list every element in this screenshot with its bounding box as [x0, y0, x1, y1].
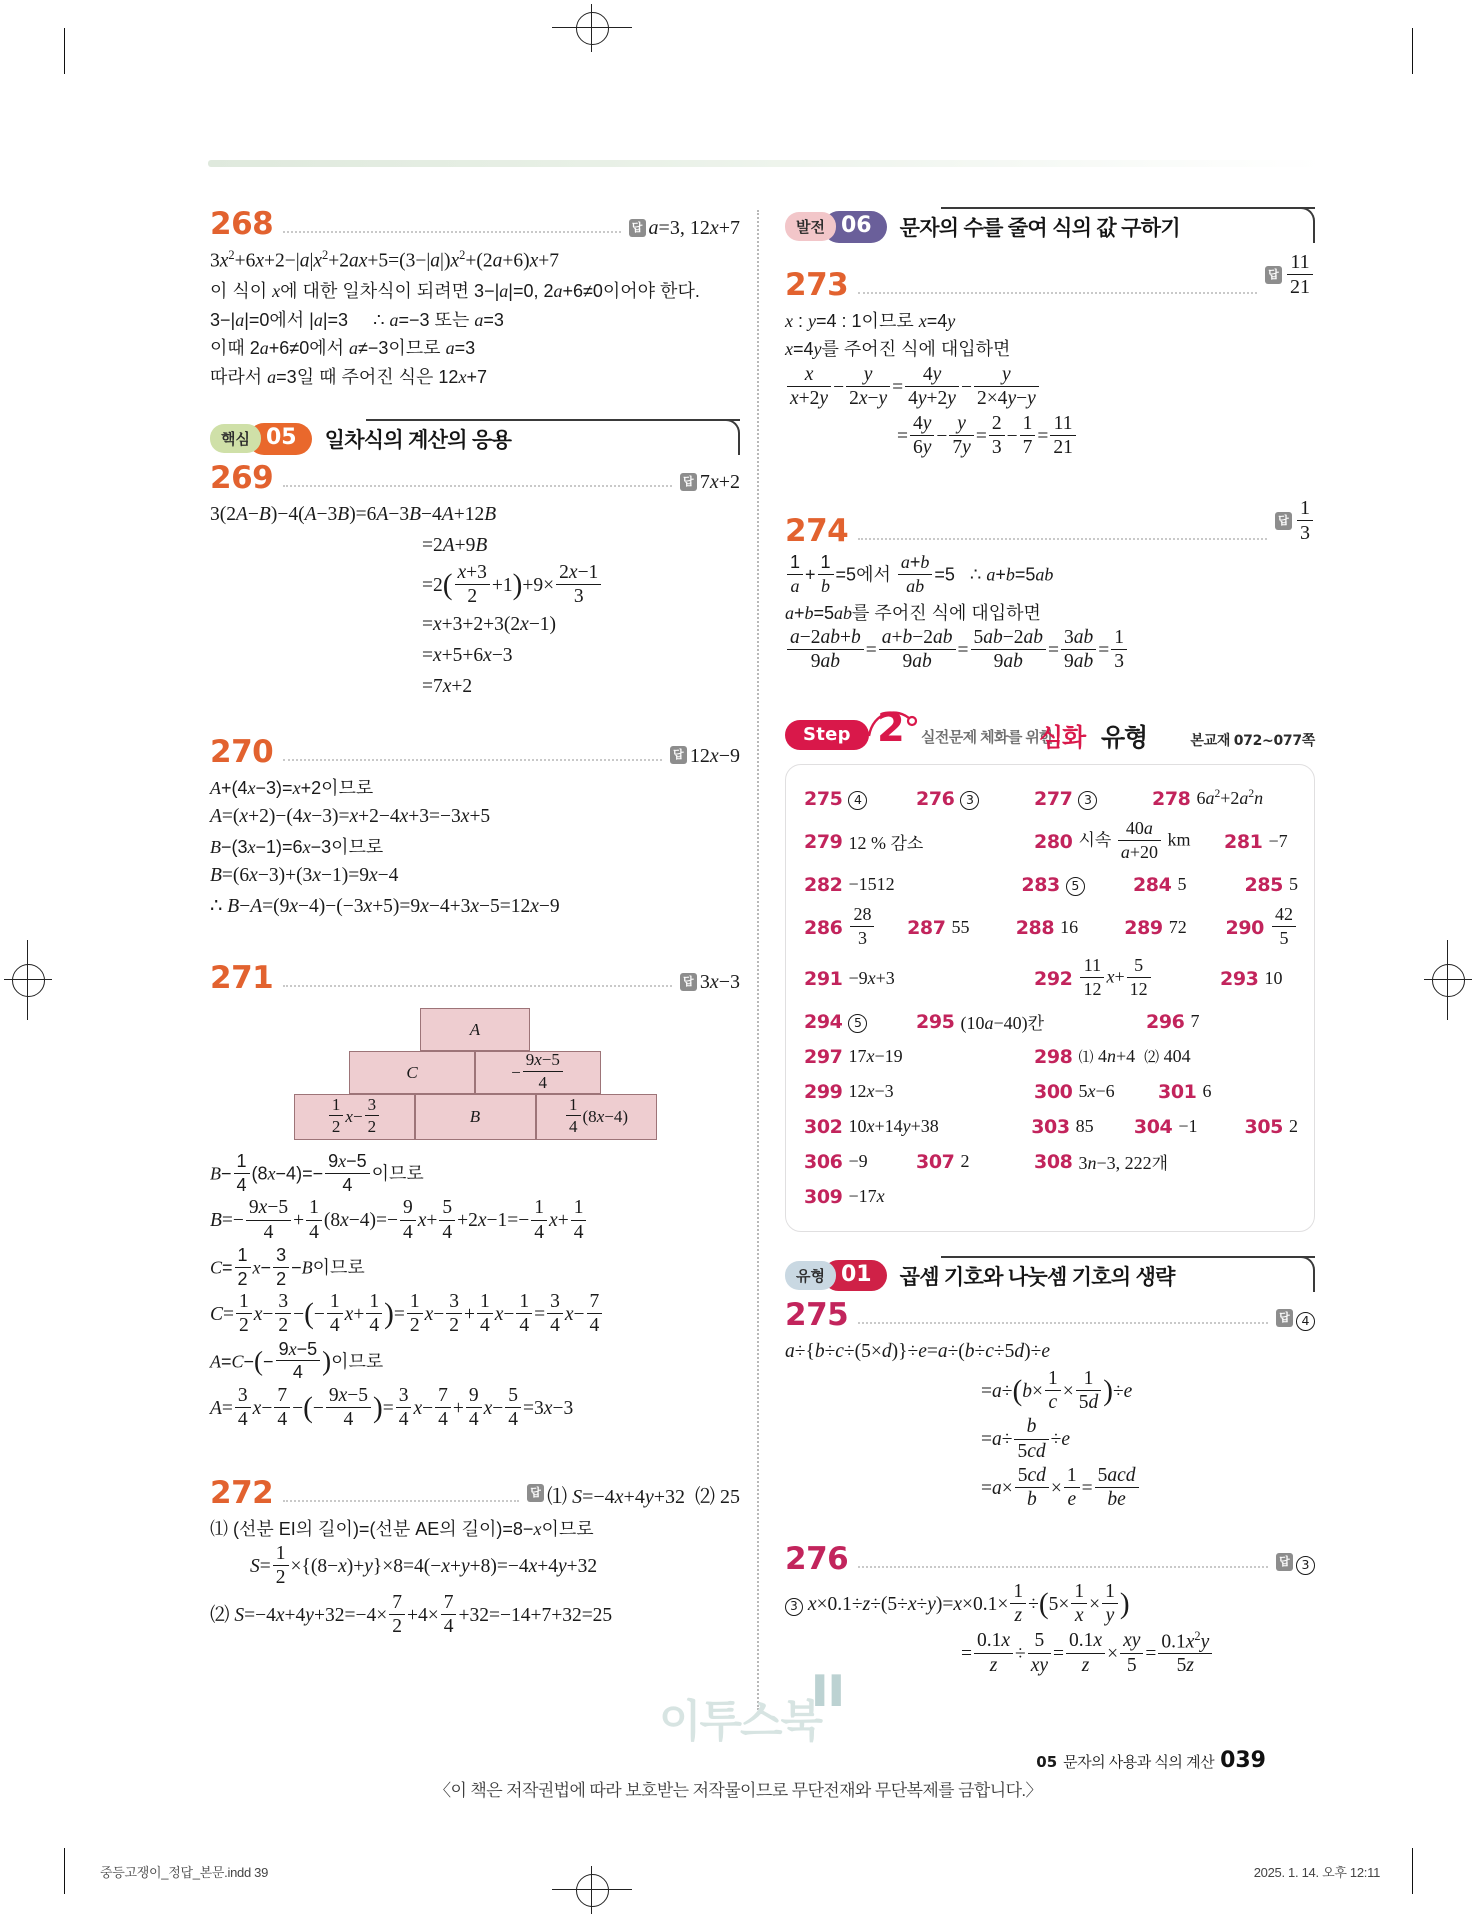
section-title: 문자의 수를 줄여 식의 값 구하기	[899, 216, 1180, 240]
answer-val: 5	[1288, 874, 1298, 895]
problem-header-276	[785, 1540, 1315, 1577]
solution-line: C= $\frac{1}{2}$ x− $\frac{3}{2}$ −(− $\frac{1}{4}$ x+ $\frac{1}{4}$ )= $\frac{1}{2}$ x− $\frac{3}{2}$ + $\frac{1}{4}$ x− $\frac{1}{4}$ = $\frac{3}{4}$ x− $\frac{7}{4}$	[210, 1291, 740, 1340]
answer-icon: 답	[1275, 512, 1292, 530]
answer-val: −9	[848, 1151, 868, 1172]
solution-line: 3−|a|=0에서 |a|=3 ∴ a=−3 또는 a=3	[210, 309, 504, 330]
answer-entry-286	[804, 905, 907, 950]
step-label: Step	[785, 720, 869, 750]
section-number: 06	[823, 211, 887, 243]
figure-row-middle	[349, 1051, 601, 1094]
answer-val: $\frac{42}{5}$	[1270, 905, 1298, 950]
answer-id: 301	[1158, 1080, 1197, 1103]
solution-line: 3(2A−B)−4(A−3B)=6A−3B−4A+12B	[210, 504, 497, 526]
answer-id: 279	[804, 830, 843, 853]
answer-row	[804, 1112, 1298, 1142]
registration-mark-top	[552, 4, 632, 52]
answer-val: 17x−19	[848, 1046, 903, 1067]
answer-entry-284	[1133, 874, 1245, 896]
answer-id: 300	[1034, 1080, 1073, 1103]
answer-id: 281	[1224, 830, 1263, 853]
answer-id: 306	[804, 1150, 843, 1173]
answer-val: 12x−3	[848, 1081, 894, 1102]
problem-number: 276	[785, 1540, 849, 1577]
solution-271	[210, 960, 740, 1434]
answer-val: 시속 $\frac{40a}{a+20}$ km	[1078, 818, 1191, 862]
answer-entry-303	[1031, 1116, 1134, 1138]
solution-line: B=− $\frac{9x-5}{4}$ + $\frac{1}{4}$ (8x−4)=− $\frac{9}{4}$ x+ $\frac{5}{4}$ +2x−1=− $\frac{1}{4}$ x+ $\frac{1}{4}$	[210, 1197, 740, 1246]
answer-entry-302	[804, 1116, 1031, 1138]
answer-chip	[527, 1480, 740, 1509]
answer-row	[804, 819, 1298, 865]
answer-entry-294	[804, 1011, 916, 1033]
solution-line: C= $\frac{1}{2}$ x− $\frac{3}{2}$ −B이므로	[210, 1244, 365, 1289]
solution-line: = $\frac{0.1x}{z}$ ÷ $\frac{5}{xy}$ = $\frac{0.1x}{z}$ × $\frac{xy}{5}$ = $\frac{0.1x^2y}{5z}$	[785, 1630, 1315, 1680]
answer-chip	[1276, 1552, 1315, 1575]
answer-value: ⑴ S=−4x+4y+32 ⑵ 25	[547, 1485, 740, 1508]
problem-header-271	[210, 960, 740, 997]
answer-id: 278	[1152, 787, 1191, 810]
solution-line: ⑵ S=−4x+4y+32=−4× $\frac{7}{2}$ +4× $\frac{7}{4}$ +32=−14+7+32=25	[210, 1591, 613, 1638]
problem-number: 275	[785, 1296, 849, 1333]
solution-line: =a÷ $\frac{b}{5cd}$ ÷e	[981, 1416, 1070, 1462]
textbook-reference	[1190, 730, 1315, 750]
solution-body-272	[210, 1515, 740, 1641]
solution-line: B− $\frac{1}{4}$ (8x−4)=− $\frac{9x-5}{4}$ 이므로	[210, 1151, 424, 1195]
answer-val: 72	[1168, 917, 1187, 938]
section-tag: 핵심	[210, 424, 261, 453]
answer-id: 288	[1015, 916, 1055, 939]
answer-val: −1512	[848, 874, 895, 895]
answer-entry-282	[804, 874, 1021, 896]
figure-cell-C: C	[349, 1051, 475, 1094]
answer-entry-291	[804, 968, 1034, 990]
problem-number: 268	[210, 206, 274, 242]
solution-line: $\frac{1}{a}$ + $\frac{1}{b}$ =5에서 $\frac{a+b}{ab}$ =5 ∴ a+b=5ab	[785, 553, 1315, 598]
solution-line: A=C−(− $\frac{9x-5}{4}$ )이므로	[210, 1338, 384, 1383]
answer-val: $\frac{28}{3}$	[848, 905, 876, 950]
answer-entry-289	[1124, 917, 1225, 939]
solution-line: =x+5+6x−3	[422, 645, 513, 667]
answer-chip	[670, 745, 740, 768]
answer-val: −1	[1178, 1116, 1198, 1137]
solution-line: = $\frac{4y}{6y}$ − $\frac{y}{7y}$ = $\frac{2}{3}$ − $\frac{1}{7}$ = $\frac{11}{21}$	[785, 413, 1315, 462]
answer-val: 3	[1078, 788, 1097, 810]
answer-id: 294	[804, 1010, 843, 1033]
answer-entry-281	[1224, 831, 1288, 853]
answer-id: 304	[1133, 1115, 1173, 1138]
answer-entry-300	[1034, 1081, 1158, 1103]
solution-line: A+(4x−3)=x+2이므로	[210, 777, 374, 798]
solution-line: $\frac{a-2ab+b}{9ab}$ = $\frac{a+b-2ab}{9ab}$ = $\frac{5ab-2ab}{9ab}$ = $\frac{3ab}{9ab}$ = $\frac{1}{3}$	[785, 627, 1315, 676]
answer-value: 12x−9	[689, 744, 740, 767]
solution-line: a+b=5ab를 주어진 식에 대입하면	[785, 602, 1041, 623]
pyramid-figure-271	[210, 1008, 740, 1140]
figure-cell-expr3: 1 4 (8 x −4)	[536, 1094, 657, 1140]
chapter-title: 문자의 사용과 식의 계산	[1063, 1754, 1215, 1771]
answer-entry-280	[1034, 819, 1224, 864]
solution-line: =7x+2	[422, 676, 473, 697]
answer-row	[804, 1147, 1298, 1177]
section-number: 01	[823, 1260, 887, 1292]
answer-row	[804, 956, 1298, 1002]
step-subtitle: 실전문제 체화를 위한	[921, 728, 1054, 746]
copyright-notice: 〈이 책은 저작권법에 따라 보호받는 저작물이므로 무단전재와 무단복제를 금합니다.〉	[434, 1781, 1042, 1800]
answer-val: $\frac{11}{12}$ x+ $\frac{5}{12}$	[1078, 956, 1152, 1001]
page-top-rule	[208, 160, 1323, 167]
answer-chip	[1275, 497, 1315, 547]
crop-mark-bottom-right	[1412, 1848, 1413, 1894]
answer-entry-276	[916, 788, 1034, 810]
solution-line: S= $\frac{1}{2}$ ×{(8−x)+y}×8=4(−x+y+8)=−4x+4y+32	[250, 1543, 598, 1589]
solution-line: =x+3+2+3(2x−1)	[422, 614, 557, 636]
solution-line: $\frac{x}{x+2y}$ − $\frac{y}{2x-y}$ = $\frac{4y}{4y+2y}$ − $\frac{y}{2\times 4y-y}$	[785, 364, 1315, 413]
answer-val: 16	[1060, 917, 1079, 938]
figure-cell-expr2: 1 2 x − 3 2	[294, 1094, 415, 1140]
answer-value: 4	[1296, 1308, 1315, 1331]
solution-line: =2( $\frac{x+3}{2}$ +1)+9× $\frac{2x-1}{3}$	[210, 562, 740, 611]
answer-id: 308	[1034, 1150, 1073, 1173]
answer-val: 2	[1289, 1116, 1298, 1137]
answer-entry-298	[1034, 1046, 1191, 1068]
problem-header-270	[210, 733, 740, 770]
section-number: 05	[248, 423, 312, 455]
solution-line: x : y=4 : 1이므로 x=4y	[785, 311, 956, 331]
solution-line: 이 식이 x에 대한 일차식이 되려면 3−|a|=0, 2a+6≠0이어야 한다.	[210, 281, 700, 302]
section-badge	[210, 423, 511, 455]
answer-id: 302	[804, 1115, 843, 1138]
problem-number: 270	[210, 733, 274, 770]
solution-274	[785, 497, 1315, 675]
answer-icon: 답	[1276, 1309, 1293, 1327]
answer-val: 5	[848, 1011, 867, 1033]
answer-row	[804, 1077, 1298, 1107]
leader-dots	[858, 291, 1257, 294]
answer-value: a=3, 12x+7	[648, 217, 740, 239]
answer-val: 5x−6	[1078, 1081, 1115, 1102]
solution-line: =a× $\frac{5cd}{b}$ × $\frac{1}{e}$ = 5acd be	[785, 1465, 1315, 1514]
answer-id: 305	[1244, 1115, 1283, 1138]
answer-entry-292	[1034, 956, 1220, 1001]
leader-dots	[283, 984, 672, 987]
solution-line: A= $\frac{3}{4}$ x− $\frac{7}{4}$ −(− $\frac{9x-5}{4}$ )= $\frac{3}{4}$ x− $\frac{7}{4}$ + $\frac{9}{4}$ x− $\frac{5}{4}$ =3x−3	[210, 1384, 574, 1431]
section-badge	[785, 1260, 1175, 1292]
answer-val: (10a−40)칸	[960, 1013, 1045, 1034]
problem-number: 271	[210, 960, 274, 997]
answer-entry-301	[1158, 1081, 1211, 1103]
reference-label: 본교재	[1190, 731, 1231, 748]
answer-val: 6	[1202, 1081, 1212, 1102]
answer-entry-278	[1152, 788, 1263, 810]
answer-entry-299	[804, 1081, 1034, 1103]
answer-value: $\frac{1}{3}$	[1295, 497, 1315, 547]
leader-dots	[858, 1321, 1268, 1324]
answer-entry-279	[804, 829, 1034, 854]
solution-line: B−(3x−1)=6x−3이므로	[210, 837, 384, 858]
answer-key-box	[785, 764, 1315, 1232]
answer-id: 276	[916, 787, 955, 810]
solution-body-276	[785, 1581, 1315, 1680]
watermark-logo	[640, 1674, 848, 1746]
watermark-bookmark-icon: ▌▌	[815, 1674, 848, 1704]
answer-entry-308	[1034, 1149, 1168, 1174]
registration-mark-bottom	[552, 1866, 632, 1914]
section-tag: 발전	[785, 212, 836, 241]
answer-row	[804, 1182, 1298, 1212]
answer-entry-277	[1034, 788, 1152, 810]
section-header-06	[785, 205, 1315, 245]
solution-line: 이때 2a+6≠0에서 a≠−3이므로 a=3	[210, 338, 476, 359]
answer-id: 303	[1031, 1115, 1070, 1138]
column-divider	[757, 210, 759, 1710]
answer-entry-275	[804, 788, 916, 810]
answer-val: $6a^2+2a^2n$	[1196, 788, 1264, 809]
solution-line: A=(x+2)−(4x−3)=x+2−4x+3=−3x+5	[210, 806, 491, 828]
answer-entry-297	[804, 1046, 1034, 1068]
section-header-05	[210, 417, 740, 457]
answer-value: 3x−3	[699, 971, 740, 994]
problem-header-268	[210, 206, 740, 242]
answer-val: 7	[1190, 1011, 1200, 1032]
leader-dots	[283, 230, 620, 233]
leader-dots	[283, 758, 662, 761]
answer-val: 2	[960, 1151, 970, 1172]
answer-id: 286	[804, 916, 843, 939]
answer-val: 4	[848, 788, 867, 810]
answer-id: 297	[804, 1045, 843, 1068]
answer-val: −7	[1268, 831, 1288, 852]
solution-line: =2A+9B	[422, 534, 488, 556]
section-badge	[785, 211, 1180, 243]
answer-icon: 답	[527, 1484, 544, 1502]
figure-row-bottom	[294, 1094, 657, 1140]
solution-line: 따라서 a=3일 때 주어진 식은 12x+7	[210, 366, 487, 387]
answer-id: 292	[1034, 967, 1073, 990]
solution-275	[785, 1296, 1315, 1514]
answer-id: 296	[1146, 1010, 1185, 1033]
registration-mark-left	[4, 940, 52, 1020]
answer-val: 10	[1264, 968, 1283, 989]
leader-dots	[283, 1499, 519, 1502]
answer-id: 280	[1034, 830, 1073, 853]
answer-id: 275	[804, 787, 843, 810]
chapter-number: 05	[1036, 1753, 1058, 1771]
problem-header-272	[210, 1474, 740, 1511]
problem-header-273	[785, 251, 1315, 301]
answer-row	[804, 1007, 1298, 1037]
page-number: 039	[1220, 1748, 1266, 1773]
answer-val: −17x	[848, 1186, 885, 1207]
answer-value: 7x+2	[699, 471, 740, 494]
answer-entry-293	[1220, 968, 1282, 990]
answer-row	[804, 905, 1298, 951]
solution-body-273	[785, 307, 1315, 461]
answer-icon: 답	[680, 473, 697, 491]
answer-entry-290	[1226, 905, 1298, 950]
crop-mark-bottom-left	[64, 1848, 65, 1894]
answer-entry-306	[804, 1151, 916, 1173]
problem-number: 269	[210, 460, 274, 497]
answer-id: 285	[1244, 873, 1283, 896]
answer-row	[804, 784, 1298, 814]
answer-icon: 답	[1276, 1553, 1293, 1571]
answer-chip	[629, 217, 740, 240]
solution-line: $3x^2+6x+2-|a|x^2+2ax+5=(3-|a|)x^2+(2a+6)x+7$	[210, 248, 559, 272]
leader-dots	[858, 537, 1267, 540]
answer-entry-305	[1245, 1116, 1298, 1138]
answer-row	[804, 870, 1298, 900]
answer-id: 282	[804, 873, 843, 896]
section-rule-corner	[1299, 1256, 1315, 1292]
problem-header-269	[210, 460, 740, 497]
solution-273	[785, 251, 1315, 461]
answer-entry-296	[1146, 1011, 1199, 1033]
solution-line: 3 x×0.1÷z÷(5÷x÷y)=x×0.1× $\frac{1}{z}$ ÷(5× $\frac{1}{x}$ × $\frac{1}{y}$ )	[785, 1581, 1315, 1630]
solution-body-271	[210, 1152, 740, 1434]
solution-body-268	[210, 246, 740, 391]
answer-val: −9x+3	[848, 968, 895, 989]
solution-270	[210, 733, 740, 923]
solution-line: x=4y를 주어진 식에 대입하면	[785, 339, 1011, 360]
answer-val: 5	[1066, 874, 1085, 896]
answer-val: 55	[951, 917, 970, 938]
answer-chip	[1265, 251, 1315, 301]
answer-icon: 답	[1265, 266, 1282, 284]
page-footer	[1036, 1748, 1266, 1773]
step-header	[785, 704, 1315, 760]
solution-276	[785, 1540, 1315, 1680]
answer-id: 284	[1132, 873, 1172, 896]
answer-val: ⑴ 4n+4 ⑵ 404	[1078, 1046, 1191, 1067]
answer-value: 3	[1296, 1552, 1315, 1575]
solution-268	[210, 206, 740, 391]
solution-269	[210, 460, 740, 703]
answer-chip	[680, 971, 740, 994]
answer-id: 283	[1021, 873, 1060, 896]
solution-body-270	[210, 774, 740, 923]
answer-value: $\frac{11}{21}$	[1285, 251, 1315, 301]
section-tag: 유형	[785, 1261, 836, 1290]
section-rule-corner	[724, 419, 740, 455]
problem-header-275	[785, 1296, 1315, 1333]
section-rule	[941, 207, 1315, 209]
answer-id: 290	[1225, 916, 1264, 939]
section-rule	[366, 419, 740, 421]
answer-icon: 답	[629, 219, 646, 237]
section-title: 일차식의 계산의 응용	[324, 428, 512, 452]
answer-id: 307	[916, 1150, 955, 1173]
answer-entry-295	[916, 1009, 1146, 1034]
answer-icon: 답	[670, 746, 687, 764]
section-title: 곱셈 기호와 나눗셈 기호의 생략	[899, 1265, 1175, 1289]
solution-line: ⑴ (선분 EI의 길이)=(선분 AE의 길이)=8−x이므로	[210, 1518, 594, 1539]
answer-entry-309	[804, 1186, 885, 1208]
answer-id: 298	[1034, 1045, 1073, 1068]
solution-272	[210, 1474, 740, 1641]
print-slug-left: 중등고쟁이_정답_본문.indd 39	[100, 1865, 269, 1880]
section-header-01	[785, 1254, 1315, 1294]
answer-entry-285	[1245, 874, 1298, 896]
solution-line: a÷{b÷c÷(5×d)}÷e=a÷(b÷c÷5d)÷e	[785, 1340, 1050, 1362]
solution-body-274	[785, 553, 1315, 675]
answer-id: 277	[1034, 787, 1073, 810]
figure-cell-A: A	[420, 1008, 530, 1051]
answer-id: 293	[1220, 967, 1259, 990]
answer-entry-288	[1016, 917, 1125, 939]
answer-id: 289	[1124, 916, 1163, 939]
step-emphasis: 심화	[1039, 723, 1085, 752]
step-number: 2	[877, 704, 905, 751]
answer-val: 12 % 감소	[848, 833, 924, 854]
reference-pages: 072~077쪽	[1233, 732, 1315, 749]
right-column	[785, 205, 1315, 1680]
answer-val: 10x+14y+38	[848, 1116, 939, 1137]
section-rule-corner	[1299, 207, 1315, 243]
problem-number: 273	[785, 267, 849, 303]
answer-id: 287	[907, 916, 946, 939]
answer-val: 85	[1075, 1116, 1094, 1137]
problem-number: 272	[210, 1474, 274, 1511]
answer-entry-283	[1021, 874, 1133, 896]
left-column	[210, 205, 740, 1641]
figure-cell-expr1: − 9x−5 4	[475, 1051, 601, 1094]
answer-chip	[1276, 1308, 1315, 1331]
step-emphasis-secondary: 유형	[1101, 723, 1147, 752]
answer-val: 5	[1177, 874, 1187, 895]
solution-line: ∴ B−A=(9x−4)−(−3x+5)=9x−4+3x−5=12x−9	[210, 896, 560, 918]
solution-line: =a÷(b× $\frac{1}{c}$ × $\frac{1}{5d}$ )÷e	[981, 1367, 1133, 1413]
figure-row-top	[420, 1008, 530, 1051]
print-slug-right: 2025. 1. 14. 오후 12:11	[1253, 1865, 1380, 1880]
answer-val: 3n−3, 222개	[1078, 1153, 1169, 1174]
problem-header-274	[785, 497, 1315, 550]
figure-cell-B: B	[415, 1094, 536, 1140]
answer-icon: 답	[680, 973, 697, 991]
section-rule	[941, 1256, 1315, 1258]
answer-val: 3	[960, 788, 979, 810]
answer-entry-307	[916, 1151, 1034, 1173]
answer-entry-304	[1134, 1116, 1245, 1138]
solution-body-269	[210, 500, 740, 703]
answer-id: 295	[916, 1010, 955, 1033]
solution-line: B=(6x−3)+(3x−1)=9x−4	[210, 865, 399, 887]
leader-dots	[283, 484, 672, 487]
answer-id: 291	[804, 967, 843, 990]
answer-id: 299	[804, 1080, 843, 1103]
answer-row	[804, 1042, 1298, 1072]
answer-chip	[680, 471, 740, 494]
leader-dots	[858, 1565, 1268, 1568]
problem-number: 274	[785, 513, 849, 550]
answer-id: 309	[804, 1185, 843, 1208]
solution-body-275	[785, 1337, 1315, 1514]
registration-mark-right	[1424, 940, 1472, 1020]
watermark-text: 이투스북	[658, 1697, 821, 1746]
answer-entry-287	[907, 917, 1016, 939]
